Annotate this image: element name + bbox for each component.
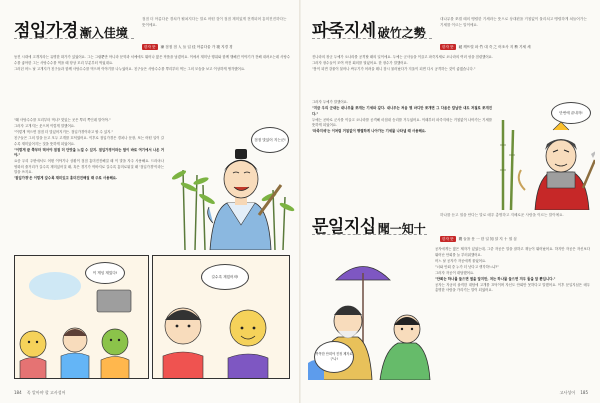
illustration-scholar	[165, 115, 295, 250]
highlight-quote: "지금 우리 군대는 대나무를 쪼개는 기세와 같다. 대나무는 처음 몇 마디만 쪼개면 그 다음은 칼날만 대도 저절로 쪼개진다."	[312, 106, 492, 116]
paragraph: 그러자 자공이 대답했어요.	[435, 270, 475, 275]
speech-bubble: 똑똑한 안회야 진정 제자로구나!	[314, 341, 354, 373]
paragraph: 친구들은 그의 말을 듣고 모두 고개를 끄덕였어요. 이후로 점입가경은 경치나 문장, 또는 어떤 일이 갈수록 재미있어지는 것을 뜻하게 되었어요.	[14, 136, 164, 146]
title-text: 점입가경	[14, 21, 78, 41]
comic-panel-2	[152, 255, 290, 379]
highlight-quote: "이렇게 끝 쪽부터 먹어야 점점 더 단맛을 느낄 수 있지. 점입가경이라는 말이 바로 여기에서 나온 거야."	[14, 147, 164, 157]
meaning-row	[440, 44, 531, 50]
meaning-text: 漸 점점 점 入 들 입 佳 아름다울 가 境 지경 경	[160, 44, 233, 49]
speech-bubble-comic-2: 갈수록 재밌어져!	[201, 264, 249, 290]
title-text: 문일지십	[312, 217, 376, 237]
paragraph: 어느 날 공자가 자공에게 물었어요.	[435, 258, 487, 263]
illustration-general	[495, 100, 595, 210]
title-hanja: 聞一知十	[377, 222, 426, 236]
comic-panel-1-svg	[15, 256, 149, 379]
body-text-column	[14, 118, 164, 182]
paragraph: 동진 시대에 고개지라는 유명한 화가가 있었어요. 그는 그림뿐만 아니라 문학과 서예에도 뛰어나 많은 작품을 남겼어요. 이에서 재미난 행위와 함께 행해진 이야기가 전해 내려오는데 사탕수수를 좋아한 그는 사탕수수를 먹을 때 항상 꼬리 부분부터 먹었대요.	[14, 55, 290, 65]
speech-bubble: 점점 맛있어 지는군!	[251, 127, 289, 153]
title-underline	[14, 38, 134, 39]
body-text-top	[312, 55, 588, 73]
meaning-text: 破 깨뜨릴 파 竹 대 죽 之 어조사 지 勢 기세 세	[458, 44, 531, 49]
speech-bubble-comic-1: 이 게임 재밌다!	[85, 262, 125, 284]
meaning-row	[440, 236, 517, 242]
paragraph: 그러자 장수들이 모여 작전 회의를 열었어요. 한 장수가 말했어요.	[312, 61, 408, 65]
paragraph: 공자는 자공의 솔직한 대답에 고개를 끄덕이며 자신도 안회만 못하다고 말했어요. 이후 문일지십은 매우 총명한 사람을 가리키는 말이 되었어요.	[435, 282, 590, 292]
meaning-row	[142, 44, 233, 50]
paragraph: 공자에게는 많은 제자가 있었는데, 그중 자공은 말을 잘하고 재능이 뛰어났어요. 하지만 자공은 자신보다 뛰어난 안회를 늘 부러워했어요.	[435, 247, 590, 257]
running-head: 고사성어	[559, 390, 576, 395]
paragraph: 진나라의 장군 두예가 오나라를 공격할 때의 일이에요. 두예는 군사들을 이끌고 파죽지세로 오나라의 여러 성을 점령했어요.	[312, 55, 494, 59]
highlight-quote: "안회는 하나를 들으면 열을 알지만, 저는 하나를 들으면 겨우 둘을 알 뿐입니다."	[435, 276, 556, 281]
body-text-column	[312, 100, 492, 135]
right-footer	[560, 390, 588, 396]
body-text-column-2	[435, 247, 590, 294]
intro-text: 하나를 듣고 열을 안다는 말로 매우 총명하고 지혜로운 사람을 이르는 말이에요.	[440, 213, 564, 217]
paragraph: "왜 사탕수수를 꼬리부터 먹나? 맛있는 곳은 뿌리 쪽인데 말이야."	[14, 118, 111, 122]
title-hanja: 漸入佳境	[79, 26, 128, 40]
page-number: 185	[580, 390, 588, 395]
comic-panel-1	[14, 255, 149, 379]
highlight-usage: '점입가경'은 이렇게 갈수록 재미있고 흥미진진해질 때 주로 사용해요.	[14, 176, 118, 180]
title-underline	[312, 38, 432, 39]
paragraph: 두예는 곧바로 군사를 이끌고 오나라를 공격해 마침내 승리를 거두었어요. 이때부터 파죽지세는 거침없이 나아가는 기세를 뜻하게 되었어요.	[312, 117, 492, 127]
title-underline	[312, 234, 427, 235]
highlight-usage: '파죽지세'는 이처럼 거침없이 맹렬하게 나아가는 기세를 나타낼 때 사용해요.	[312, 129, 427, 133]
paragraph: "봄이 되면 강물이 불어나 싸우기가 어려울 테니 잠시 물러났다가 겨울이 되면 다시 공격하는 것이 좋겠습니다."	[312, 67, 476, 71]
intro-text: 점점 더 아름다운 경치가 펼쳐지다는 말로 어떤 것이 점점 재미있게 전개되어 흥미진진하다는 뜻이에요.	[142, 17, 287, 27]
paragraph: 그러자 고개지는 웃으며 이렇게 말했어요.	[14, 124, 76, 128]
paragraph: "이렇게 먹으면 점점 더 맛있어지거든. 점입가경이라고 할 수 있지."	[14, 130, 114, 134]
meaning-text: 聞 들을 문 一 한 일 知 알 지 十 열 십	[458, 236, 517, 241]
speech-bubble: 단번에 끝내자!	[551, 102, 591, 124]
paragraph: 그러자 두예가 말했어요.	[312, 100, 348, 104]
illustration-confucius	[308, 245, 433, 380]
right-page	[300, 0, 600, 403]
intro-text: 대나무를 쪼갤 때의 맹렬한 기세라는 뜻으로 상대편을 거침없이 물리치고 맹렬하게 쳐들어가는 기세를 이르는 말이에요.	[440, 17, 587, 27]
title-hanja: 破竹之勢	[377, 26, 426, 40]
left-footer	[14, 390, 66, 396]
paragraph: 그러던 어느 날 고개지가 친구들과 함께 사탕수수를 먹으며 이야기를 나누었어요. 친구들은 사탕수수를 뿌리부터 먹는 그의 모습을 보고 이상하게 생각했어요.	[14, 66, 246, 71]
body-text-top	[14, 55, 290, 73]
paragraph: "너와 안회 중 누가 더 낫다고 생각하느냐?"	[435, 264, 499, 269]
title-text: 파죽지세	[312, 21, 376, 41]
meaning-tag: 한자 뜻	[442, 236, 454, 241]
running-head: 꼭 알아야 할 고사성어	[26, 390, 66, 395]
meaning-tag: 한자 뜻	[442, 44, 454, 49]
paragraph: 요즘 우리 주변에서도 어떤 이야기나 상황이 점점 흥미진진해질 때 이 말을 자주 사용해요. 드라마나 영화의 줄거리가 갈수록 재미있어질 때, 혹은 경기가 막바지로 갈수록 흥미로워질 때 '점입가경'이라는 말을 쓰지요.	[14, 159, 164, 174]
page-number: 184	[14, 390, 22, 395]
meaning-tag: 한자 뜻	[144, 44, 156, 49]
